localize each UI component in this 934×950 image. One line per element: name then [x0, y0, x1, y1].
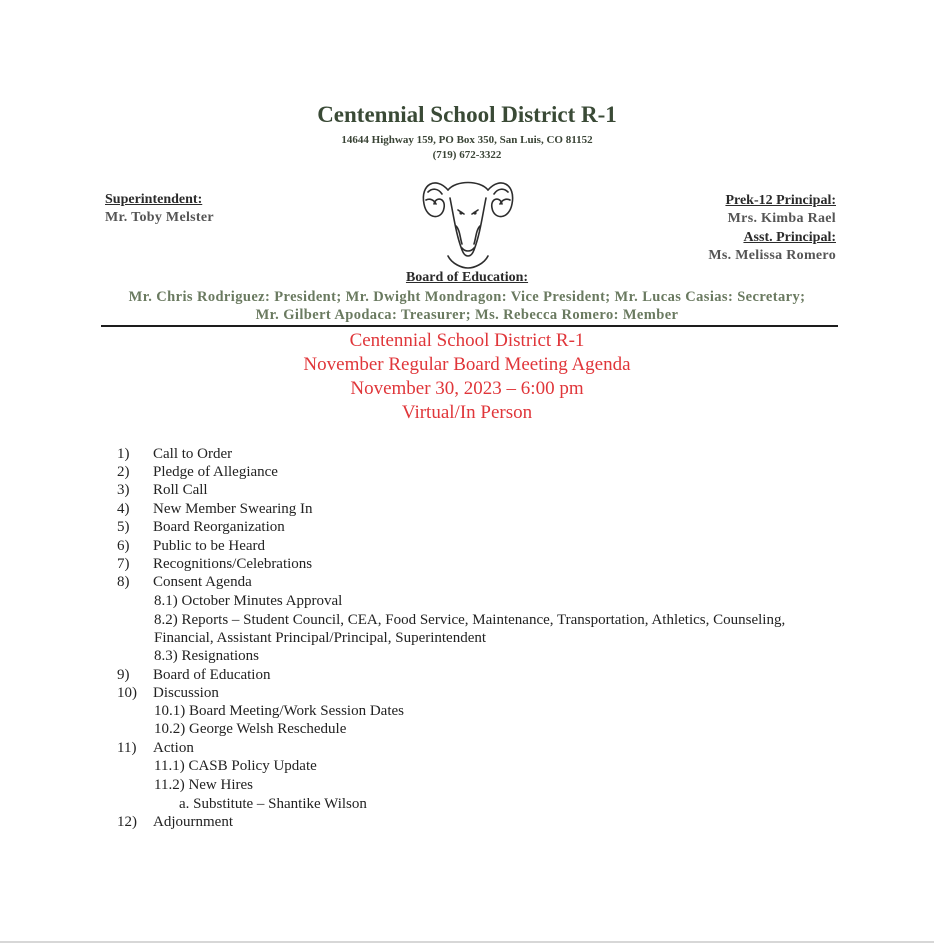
- agenda-item: 8) Consent Agenda: [117, 574, 252, 590]
- agenda-item: 6) Public to be Heard: [117, 538, 266, 554]
- district-title: Centennial School District R-1: [317, 102, 617, 127]
- page-bottom-edge: [0, 941, 934, 943]
- asst-principal-name: Ms. Melissa Romero: [708, 248, 836, 263]
- agenda-item: 2) Pledge of Allegiance: [117, 464, 278, 480]
- superintendent-label: Superintendent:: [105, 192, 203, 207]
- header-divider: [101, 325, 838, 327]
- agenda-item: 5) Board Reorganization: [117, 519, 285, 535]
- agenda-subitem: 11.1) CASB Policy Update: [154, 758, 317, 774]
- agenda-item: 11) Action: [117, 740, 194, 756]
- agenda-item: 10) Discussion: [117, 685, 219, 701]
- agenda-subitem: 8.1) October Minutes Approval: [154, 593, 343, 609]
- principal-label: Prek-12 Principal:: [725, 193, 836, 208]
- district-phone: (719) 672-3322: [432, 149, 502, 161]
- agenda-subitem: Financial, Assistant Principal/Principal, Superintendent: [154, 630, 487, 646]
- asst-principal-label: Asst. Principal:: [743, 230, 836, 245]
- district-address: 14644 Highway 159, PO Box 350, San Luis, CO 81152: [341, 134, 593, 146]
- ram-head-icon: [418, 168, 518, 273]
- board-members-line2: Mr. Gilbert Apodaca: Treasurer; Ms. Rebecca Romero: Member: [255, 307, 679, 323]
- agenda-subitem: a. Substitute – Shantike Wilson: [179, 796, 367, 812]
- superintendent-name: Mr. Toby Melster: [105, 210, 214, 225]
- agenda-item: 9) Board of Education: [117, 667, 271, 683]
- agenda-item: 4) New Member Swearing In: [117, 501, 313, 517]
- agenda-subitem: 10.1) Board Meeting/Work Session Dates: [154, 703, 405, 719]
- agenda-subitem: 8.3) Resignations: [154, 648, 259, 664]
- board-label: Board of Education:: [405, 270, 529, 285]
- agenda-item: 3) Roll Call: [117, 482, 208, 498]
- agenda-item: 1) Call to Order: [117, 446, 233, 462]
- meeting-district: Centennial School District R-1: [349, 330, 585, 351]
- board-members-line1: Mr. Chris Rodriguez: President; Mr. Dwight Mondragon: Vice President; Mr. Lucas Casias: Secretary;: [128, 289, 806, 305]
- agenda-subitem: 8.2) Reports – Student Council, CEA, Food Service, Maintenance, Transportation, Athletics, Counseling,: [154, 612, 786, 628]
- meeting-date: November 30, 2023 – 6:00 pm: [350, 378, 584, 399]
- agenda-subitem: 10.2) George Welsh Reschedule: [154, 721, 347, 737]
- agenda-item: 7) Recognitions/Celebrations: [117, 556, 313, 572]
- meeting-format: Virtual/In Person: [401, 402, 533, 423]
- agenda-subitem: 11.2) New Hires: [154, 777, 254, 793]
- agenda-item: 12) Adjournment: [117, 814, 233, 830]
- principal-name: Mrs. Kimba Rael: [727, 211, 836, 226]
- meeting-title: November Regular Board Meeting Agenda: [303, 354, 631, 375]
